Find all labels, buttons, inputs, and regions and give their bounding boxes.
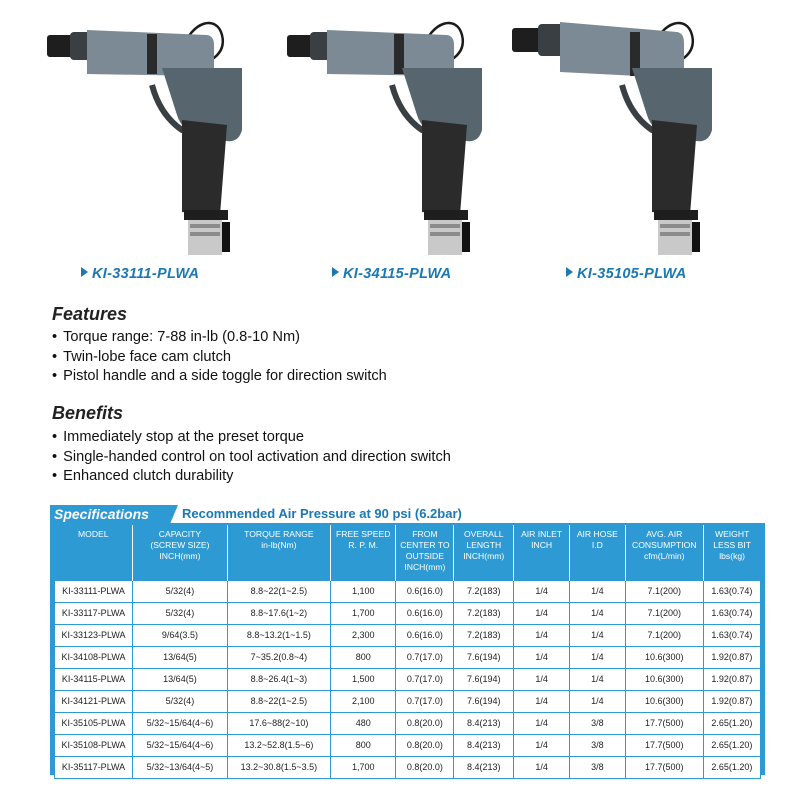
table-cell: 9/64(3.5) bbox=[133, 624, 228, 646]
table-cell: 1,500 bbox=[330, 668, 396, 690]
benefits-list bbox=[52, 428, 451, 487]
table-cell: 7.1(200) bbox=[625, 624, 703, 646]
product-model: KI-34115-PLWA bbox=[343, 266, 452, 282]
table-cell: 3/8 bbox=[569, 734, 625, 756]
table-cell: 17.6~88(2~10) bbox=[227, 712, 330, 734]
column-header bbox=[55, 525, 133, 580]
table-cell: 1/4 bbox=[514, 602, 570, 624]
table-cell: 800 bbox=[330, 646, 396, 668]
feature-item: • Twin-lobe face cam clutch bbox=[52, 348, 387, 368]
table-cell: 1/4 bbox=[514, 690, 570, 712]
table-row bbox=[55, 690, 761, 712]
table-cell: 0.7(17.0) bbox=[396, 690, 454, 712]
table-cell: 8.4(213) bbox=[454, 712, 514, 734]
table-cell: 8.4(213) bbox=[454, 734, 514, 756]
table-row bbox=[55, 668, 761, 690]
table-row bbox=[55, 734, 761, 756]
table-row bbox=[55, 602, 761, 624]
table-cell: 1/4 bbox=[514, 624, 570, 646]
column-header bbox=[514, 525, 570, 580]
table-body bbox=[55, 580, 761, 778]
features-title: Features bbox=[52, 304, 128, 324]
pistol-screwdriver-image bbox=[282, 10, 482, 255]
table-cell: 7.1(200) bbox=[625, 580, 703, 602]
arrow-marker-icon bbox=[332, 267, 339, 277]
table-cell: 7~35.2(0.8~4) bbox=[227, 646, 330, 668]
column-header-line: CENTER TO bbox=[400, 540, 450, 550]
table-cell: KI-34121-PLWA bbox=[55, 690, 133, 712]
column-header bbox=[703, 525, 760, 580]
product-image-1 bbox=[42, 10, 242, 255]
benefits-title: Benefits bbox=[52, 403, 124, 423]
table-cell: 2.65(1.20) bbox=[703, 756, 760, 778]
table-cell: 8.4(213) bbox=[454, 756, 514, 778]
table-cell: 2,300 bbox=[330, 624, 396, 646]
table-cell: 1/4 bbox=[569, 646, 625, 668]
specifications-header bbox=[50, 505, 765, 524]
product-label-1 bbox=[81, 266, 199, 282]
column-header-line: LESS BIT bbox=[713, 540, 751, 550]
table-row bbox=[55, 712, 761, 734]
specifications-table-frame bbox=[50, 525, 765, 775]
table-cell: KI-34108-PLWA bbox=[55, 646, 133, 668]
table-cell: 5/32(4) bbox=[133, 690, 228, 712]
column-header-line: lbs(kg) bbox=[719, 551, 746, 561]
table-row bbox=[55, 756, 761, 778]
table-cell: KI-33123-PLWA bbox=[55, 624, 133, 646]
table-cell: 1.63(0.74) bbox=[703, 580, 760, 602]
table-cell: 5/32~15/64(4~6) bbox=[133, 712, 228, 734]
table-cell: 1,700 bbox=[330, 756, 396, 778]
table-cell: 1.92(0.87) bbox=[703, 690, 760, 712]
table-cell: 7.2(183) bbox=[454, 624, 514, 646]
benefit-item: • Immediately stop at the preset torque bbox=[52, 428, 451, 448]
column-header-line: INCH(mm) bbox=[159, 551, 201, 561]
column-header-line: AVG. AIR bbox=[646, 529, 683, 539]
table-cell: 1/4 bbox=[569, 668, 625, 690]
table-cell: 7.2(183) bbox=[454, 602, 514, 624]
table-cell: 1/4 bbox=[514, 580, 570, 602]
table-cell: 17.7(500) bbox=[625, 734, 703, 756]
table-cell: 0.8(20.0) bbox=[396, 734, 454, 756]
table-cell: 8.8~13.2(1~1.5) bbox=[227, 624, 330, 646]
table-cell: 7.1(200) bbox=[625, 602, 703, 624]
table-cell: 13.2~30.8(1.5~3.5) bbox=[227, 756, 330, 778]
benefit-item: • Enhanced clutch durability bbox=[52, 467, 451, 487]
table-cell: 13/64(5) bbox=[133, 646, 228, 668]
table-cell: 10.6(300) bbox=[625, 646, 703, 668]
table-cell: KI-35105-PLWA bbox=[55, 712, 133, 734]
table-row bbox=[55, 646, 761, 668]
table-cell: 1/4 bbox=[569, 602, 625, 624]
table-cell: 10.6(300) bbox=[625, 668, 703, 690]
column-header-line: (SCREW SIZE) bbox=[150, 540, 210, 550]
specifications-title: Specifications bbox=[50, 505, 170, 524]
table-cell: 1,100 bbox=[330, 580, 396, 602]
specifications-table bbox=[54, 525, 761, 779]
table-cell: 7.6(194) bbox=[454, 668, 514, 690]
column-header-line: cfm(L/min) bbox=[643, 551, 685, 561]
feature-item: • Torque range: 7-88 in-lb (0.8-10 Nm) bbox=[52, 328, 387, 348]
column-header-line: FROM bbox=[412, 529, 438, 539]
column-header-line: OVERALL bbox=[463, 529, 504, 539]
table-cell: 2.65(1.20) bbox=[703, 712, 760, 734]
table-cell: 8.8~22(1~2.5) bbox=[227, 690, 330, 712]
column-header bbox=[330, 525, 396, 580]
product-label-3 bbox=[566, 266, 686, 282]
arrow-marker-icon bbox=[81, 267, 88, 277]
product-image-2 bbox=[282, 10, 482, 255]
product-model: KI-35105-PLWA bbox=[577, 266, 687, 282]
table-cell: 0.7(17.0) bbox=[396, 668, 454, 690]
table-cell: 2.65(1.20) bbox=[703, 734, 760, 756]
column-header bbox=[625, 525, 703, 580]
table-cell: 1/4 bbox=[514, 756, 570, 778]
air-pressure-note: Recommended Air Pressure at 90 psi (6.2bar) bbox=[182, 506, 462, 521]
table-cell: 0.8(20.0) bbox=[396, 756, 454, 778]
column-header-line: in-lb(Nm) bbox=[261, 540, 297, 550]
table-cell: 5/32(4) bbox=[133, 580, 228, 602]
table-cell: 1/4 bbox=[569, 580, 625, 602]
table-cell: KI-34115-PLWA bbox=[55, 668, 133, 690]
table-cell: 0.7(17.0) bbox=[396, 646, 454, 668]
table-cell: 5/32(4) bbox=[133, 602, 228, 624]
column-header bbox=[454, 525, 514, 580]
column-header-line: WEIGHT bbox=[714, 529, 750, 539]
features-list bbox=[52, 328, 387, 387]
table-cell: 13/64(5) bbox=[133, 668, 228, 690]
table-cell: 8.8~26.4(1~3) bbox=[227, 668, 330, 690]
column-header bbox=[133, 525, 228, 580]
table-cell: 13.2~52.8(1.5~6) bbox=[227, 734, 330, 756]
product-label-2 bbox=[332, 266, 451, 282]
column-header-line: R. P. M. bbox=[348, 540, 379, 550]
table-cell: 0.6(16.0) bbox=[396, 624, 454, 646]
table-cell: 1.63(0.74) bbox=[703, 624, 760, 646]
table-cell: 3/8 bbox=[569, 756, 625, 778]
product-model: KI-33111-PLWA bbox=[92, 266, 200, 282]
product-gallery bbox=[0, 0, 798, 290]
table-cell: 1/4 bbox=[514, 712, 570, 734]
pistol-screwdriver-image bbox=[42, 10, 242, 255]
table-cell: 8.8~22(1~2.5) bbox=[227, 580, 330, 602]
column-header-line: FREE SPEED bbox=[335, 529, 391, 539]
table-cell: 0.6(16.0) bbox=[396, 602, 454, 624]
table-cell: 0.6(16.0) bbox=[396, 580, 454, 602]
column-header-line: INCH(mm) bbox=[404, 562, 446, 572]
table-cell: 5/32~13/64(4~5) bbox=[133, 756, 228, 778]
table-row bbox=[55, 624, 761, 646]
table-cell: 1.63(0.74) bbox=[703, 602, 760, 624]
column-header-line: TORQUE RANGE bbox=[244, 529, 314, 539]
column-header-line: CAPACITY bbox=[158, 529, 202, 539]
table-cell: 800 bbox=[330, 734, 396, 756]
column-header bbox=[396, 525, 454, 580]
column-header-line: MODEL bbox=[77, 529, 109, 539]
table-cell: 1.92(0.87) bbox=[703, 668, 760, 690]
benefit-item: • Single-handed control on tool activation and direction switch bbox=[52, 448, 451, 468]
table-cell: 8.8~17.6(1~2) bbox=[227, 602, 330, 624]
table-cell: 1/4 bbox=[514, 668, 570, 690]
table-cell: 0.8(20.0) bbox=[396, 712, 454, 734]
table-cell: 7.6(194) bbox=[454, 690, 514, 712]
arrow-marker-icon bbox=[566, 267, 573, 277]
table-cell: 1/4 bbox=[569, 690, 625, 712]
table-cell: 1.92(0.87) bbox=[703, 646, 760, 668]
table-cell: 1/4 bbox=[569, 624, 625, 646]
table-cell: 7.2(183) bbox=[454, 580, 514, 602]
column-header-line: INCH bbox=[531, 540, 553, 550]
table-cell: KI-35108-PLWA bbox=[55, 734, 133, 756]
table-cell: 17.7(500) bbox=[625, 756, 703, 778]
table-cell: 1/4 bbox=[514, 646, 570, 668]
table-header-row bbox=[55, 525, 761, 580]
table-cell: 480 bbox=[330, 712, 396, 734]
table-cell: 17.7(500) bbox=[625, 712, 703, 734]
table-cell: 2,100 bbox=[330, 690, 396, 712]
column-header bbox=[569, 525, 625, 580]
column-header bbox=[227, 525, 330, 580]
table-row bbox=[55, 580, 761, 602]
column-header-line: OUTSIDE bbox=[405, 551, 444, 561]
product-image-3 bbox=[512, 10, 712, 255]
column-header-line: AIR INLET bbox=[521, 529, 563, 539]
column-header-line: CONSUMPTION bbox=[632, 540, 697, 550]
column-header-line: INCH(mm) bbox=[463, 551, 505, 561]
table-cell: KI-33111-PLWA bbox=[55, 580, 133, 602]
table-cell: 1/4 bbox=[514, 734, 570, 756]
pistol-screwdriver-image bbox=[512, 10, 712, 255]
table-cell: 10.6(300) bbox=[625, 690, 703, 712]
column-header-line: AIR HOSE bbox=[576, 529, 618, 539]
table-cell: 5/32~15/64(4~6) bbox=[133, 734, 228, 756]
column-header-line: I.D bbox=[591, 540, 603, 550]
table-cell: 1,700 bbox=[330, 602, 396, 624]
column-header-line: LENGTH bbox=[466, 540, 502, 550]
table-cell: 7.6(194) bbox=[454, 646, 514, 668]
table-cell: KI-35117-PLWA bbox=[55, 756, 133, 778]
table-cell: KI-33117-PLWA bbox=[55, 602, 133, 624]
feature-item: • Pistol handle and a side toggle for direction switch bbox=[52, 367, 387, 387]
table-cell: 3/8 bbox=[569, 712, 625, 734]
